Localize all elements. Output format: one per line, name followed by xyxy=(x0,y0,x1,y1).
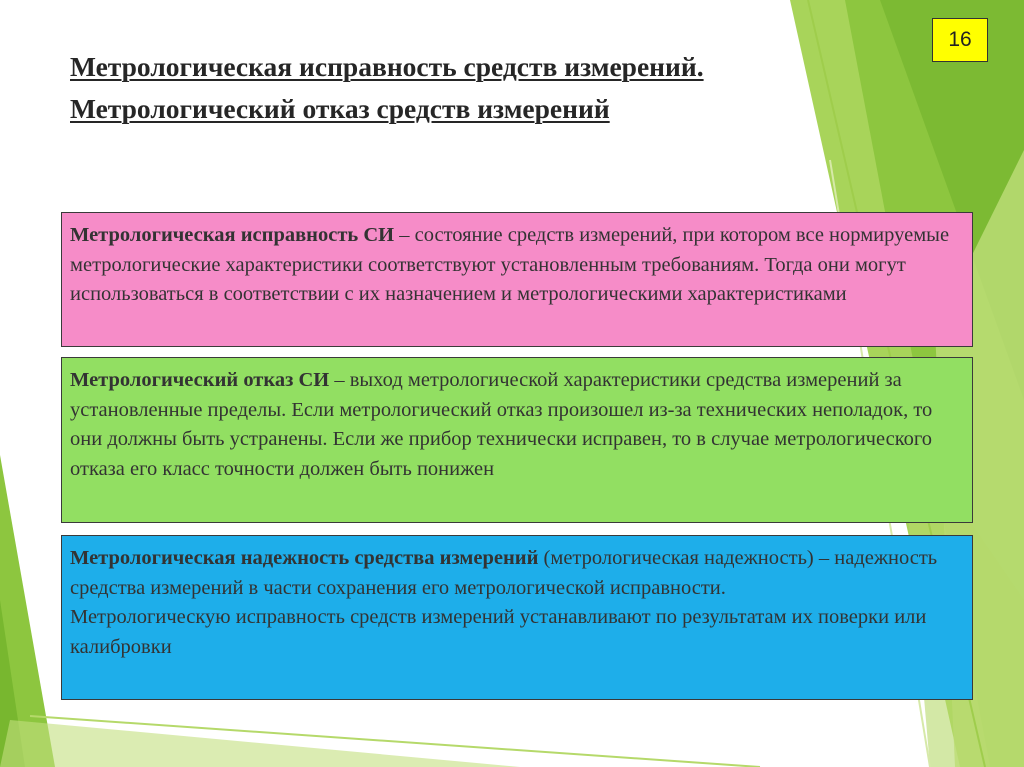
definition-box-metrological-reliability xyxy=(61,535,973,700)
definition-text: (метрологическая надежность) – надежность средства измерений в части сохранения его метрологической исправности. xyxy=(70,547,938,599)
definition-text: – выход метрологической характеристики средства измерений за установленные пределы. Если метрологический отказ произошел из-за технических неполадок, то они должны быть устранены. Если же прибор технически исправен, то в случае метрологического отказа его класс точности должен быть понижен xyxy=(70,369,933,480)
definition-text-continued: Метрологическую исправность средств измерений устанавливают по результатам их поверки или калибровки xyxy=(70,606,927,658)
slide-title: Метрологическая исправность средств измерений. Метрологический отказ средств измерений xyxy=(70,51,704,124)
definition-box-metrological-serviceability xyxy=(61,212,973,347)
term-metrological-failure: Метрологический отказ СИ xyxy=(70,369,330,391)
term-metrological-reliability: Метрологическая надежность средства измерений xyxy=(70,547,539,569)
slide-number: 16 xyxy=(932,18,988,62)
term-metrological-serviceability: Метрологическая исправность СИ xyxy=(70,224,395,246)
definition-box-metrological-failure xyxy=(61,357,973,523)
definition-text: – состояние средств измерений, при котором все нормируемые метрологические характеристики соответствуют установленным требованиям. Тогда они могут использоваться в соответствии с их назначением и метрологическими характеристиками xyxy=(70,224,950,305)
